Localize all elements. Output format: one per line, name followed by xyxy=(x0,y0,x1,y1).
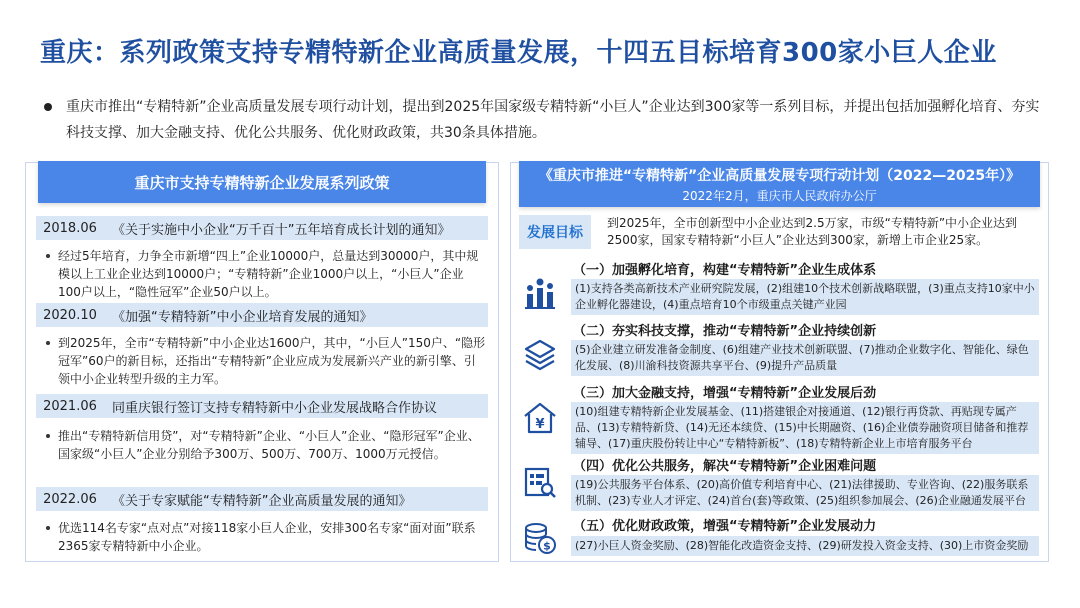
policy-name: 同重庆银行签订支持专精特新中小企业发展战略合作协议 xyxy=(112,400,438,416)
section-measures: (19)公共服务平台体系、(20)高价值专利培育中心、(21)法律援助、专业咨询、(22)服务联系机制、(23)专业人才评定、(24)首台(套)等政策、(25)组织参加展会、(26)企业融通发展平台 xyxy=(571,475,1039,511)
svg-text:$: $ xyxy=(543,539,551,553)
policy-date: 2018.06 xyxy=(43,220,97,236)
yen-house-icon xyxy=(523,401,557,435)
section-measures: (10)组建专精特新企业发展基金、(11)搭建银企对接通道、(12)银行再贷款、再贴现专属产品、(13)专精特新贷、(14)无还本续贷、(15)中长期融资、(16)企业债券融资项目储备和推荐辅导、(17)重庆股份转让中心“专精特新板”、(18)专精特新企业上市培育服务平台 xyxy=(571,402,1039,454)
policy-name: 《关于实施中小企业“万千百十”五年培育成长计划的通知》 xyxy=(112,222,451,238)
action-plan-issuer: 2022年2月，重庆市人民政府办公厅 xyxy=(682,189,877,203)
search-document-icon xyxy=(523,465,557,499)
section-measures: (1)支持各类高新技术产业研究院发展，(2)组建10个技术创新战略联盟，(3)重点支持10家中小企业孵化器建设，(4)重点培育10个市级重点关键产业园 xyxy=(571,279,1039,315)
policy-description-text: 推出“专精特新信用贷”，对“专精特新”企业、“小巨人”企业、“隐形冠军”企业、国家级“小巨人”企业分别给予300万、500万、700万、1000万元授信。 xyxy=(58,429,480,461)
policy-description-text: 到2025年，全市“专精特新”中小企业达1600户，其中，“小巨人”150户、“隐形冠军”60户的新目标，还指出“专精特新”企业应成为发展新兴产业的新引擎、引领中小企业转型升级的主力军。 xyxy=(58,336,486,386)
section-title: （一）加强孵化培育，构建“专精特新”企业生成体系 xyxy=(573,263,877,278)
policy-bar xyxy=(36,216,488,240)
policy-date: 2020.10 xyxy=(43,307,97,323)
policy-description xyxy=(46,247,486,301)
bullet-dot xyxy=(46,341,50,345)
goal-label: 发展目标 xyxy=(519,215,591,249)
policy-description-text: 优选114名专家“点对点”对接118家小巨人企业，安排300名专家“面对面”联系2365家专精特新中小企业。 xyxy=(58,521,476,553)
policy-name: 《加强“专精特新”中小企业培育发展的通知》 xyxy=(112,309,373,325)
svg-text:¥: ¥ xyxy=(535,417,545,432)
policy-description xyxy=(46,334,486,388)
policy-bar xyxy=(36,303,488,327)
bullet-dot xyxy=(44,103,52,111)
section-title: （三）加大金融支持，增强“专精特新”企业发展后劲 xyxy=(573,386,877,401)
action-plan-panel xyxy=(510,162,1049,562)
policy-description xyxy=(46,427,486,463)
bullet-dot xyxy=(46,434,50,438)
policy-series-panel xyxy=(25,162,499,562)
bullet-dot xyxy=(46,526,50,530)
section-measures: (5)企业建立研发准备金制度、(6)组建产业技术创新联盟、(7)推动企业数字化、智能化、绿色化发展、(8)川渝科技资源共享平台、(9)提升产品质量 xyxy=(571,340,1039,376)
policy-description xyxy=(46,519,486,555)
section-title: （四）优化公共服务，解决“专精特新”企业困难问题 xyxy=(573,459,877,474)
coins-icon xyxy=(523,521,557,555)
section-title: （五）优化财政政策，增强“专精特新”企业发展动力 xyxy=(573,519,877,534)
policy-date: 2022.06 xyxy=(43,491,97,507)
section-title: （二）夯实科技支撑，推动“专精特新”企业持续创新 xyxy=(573,324,877,339)
layers-icon xyxy=(523,337,557,371)
policy-bar xyxy=(36,394,488,418)
bullet-dot xyxy=(46,254,50,258)
intro-paragraph xyxy=(44,94,1044,146)
action-plan-header xyxy=(519,161,1040,207)
policy-series-header: 重庆市支持专精特新企业发展系列政策 xyxy=(38,161,486,203)
section-measures: (27)小巨人资金奖励、(28)智能化改造资金支持、(29)研发投入资金支持、(30)上市资金奖励 xyxy=(571,536,1039,556)
policy-date: 2021.06 xyxy=(43,398,97,414)
page-title: 重庆：系列政策支持专精特新企业高质量发展，十四五目标培育300家小巨人企业 xyxy=(40,38,997,68)
goal-text: 到2025年，全市创新型中小企业达到2.5万家，市级“专精特新”中小企业达到2500家，国家专精特新“小巨人”企业达到300家，新增上市企业25家。 xyxy=(607,216,1018,247)
action-plan-title: 《重庆市推进“专精特新”企业高质量发展专项行动计划（2022—2025年）》 xyxy=(538,168,1021,184)
policy-description-text: 经过5年培育，力争全市新增“四上”企业10000户，总量达到30000户，其中规模以上工业企业达到10000户；“专精特新”企业1000户以上，“小巨人”企业100户以上，“隐性冠军”企业50户以上。 xyxy=(58,249,479,299)
building-chart-icon xyxy=(523,276,557,310)
policy-bar xyxy=(36,487,488,511)
intro-text: 重庆市推出“专精特新”企业高质量发展专项行动计划，提出到2025年国家级专精特新“小巨人”企业达到300家等一系列目标，并提出包括加强孵化培育、夯实科技支撑、加大金融支持、优化公共服务、优化财政政策，共30条具体措施。 xyxy=(66,99,1040,141)
policy-name: 《关于专家赋能“专精特新”企业高质量发展的通知》 xyxy=(112,493,412,509)
